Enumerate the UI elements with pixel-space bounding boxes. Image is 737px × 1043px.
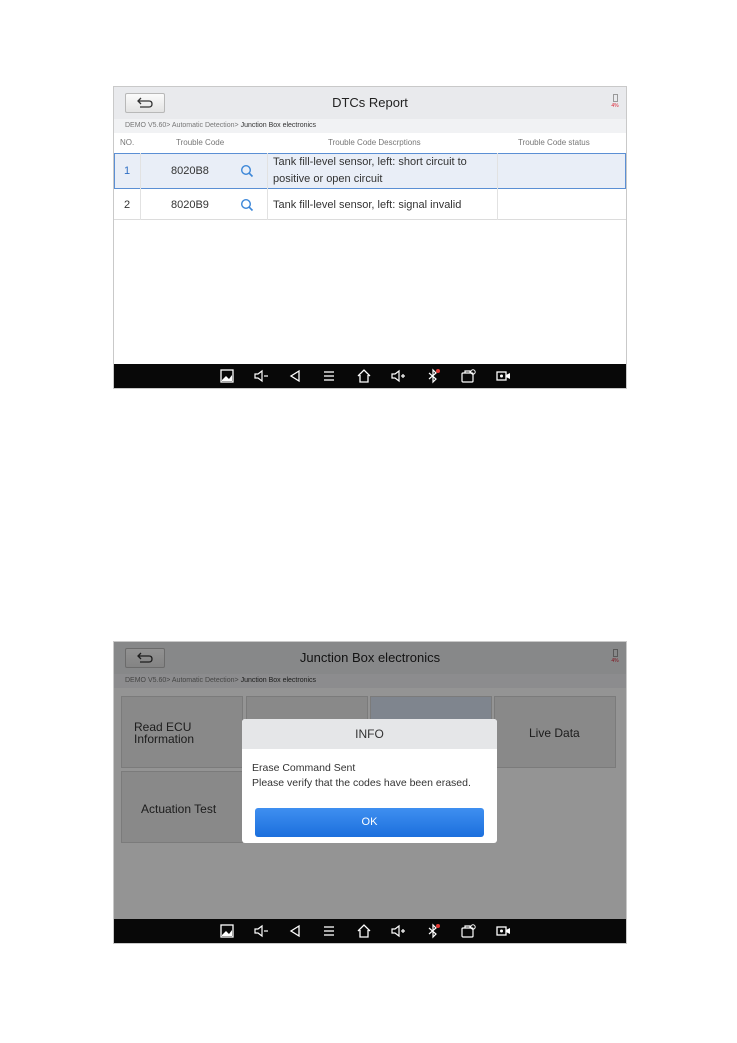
volume-up-icon[interactable]: [390, 368, 406, 384]
screen-record-icon[interactable]: [495, 923, 511, 939]
volume-down-icon[interactable]: [253, 368, 269, 384]
breadcrumb-path: DEMO V5.60> Automatic Detection>: [125, 677, 241, 684]
search-icon[interactable]: [240, 164, 254, 178]
junction-box-screen: [113, 641, 627, 944]
screenshot-icon[interactable]: [219, 923, 235, 939]
info-dialog: [242, 719, 497, 843]
col-status: Trouble Code status: [518, 138, 590, 147]
trouble-code: 8020B8: [171, 165, 209, 177]
menu-icon[interactable]: [321, 368, 337, 384]
battery-level: 4%: [611, 658, 619, 664]
tile-label: Read ECU Information: [134, 720, 195, 746]
row-number: 1: [124, 165, 131, 177]
back-icon[interactable]: [287, 368, 303, 384]
tile-label: Live Data: [529, 726, 580, 740]
bluetooth-icon[interactable]: [425, 923, 441, 939]
row-number: 2: [124, 199, 131, 211]
breadcrumb-current: Junction Box electronics: [240, 122, 317, 129]
volume-up-icon[interactable]: [390, 923, 406, 939]
tile-label: Actuation Test: [141, 802, 217, 816]
description-line: Tank fill-level sensor, left: signal invalid: [273, 199, 462, 211]
column-divider: [140, 153, 141, 220]
screen-record-icon[interactable]: [495, 368, 511, 384]
description-line: positive or open circuit: [273, 173, 383, 185]
dialog-title: INFO: [242, 719, 497, 749]
back-icon[interactable]: [287, 923, 303, 939]
android-navbar: [114, 364, 626, 388]
menu-icon[interactable]: [321, 923, 337, 939]
breadcrumb-current: Junction Box electronics: [240, 677, 317, 684]
table-header: [114, 134, 626, 152]
vci-icon[interactable]: [460, 923, 476, 939]
column-divider: [267, 153, 268, 220]
search-icon[interactable]: [240, 198, 254, 212]
col-description: Trouble Code Descrptions: [328, 138, 421, 147]
bluetooth-icon[interactable]: [425, 368, 441, 384]
col-no: NO.: [120, 138, 135, 147]
description-line: Tank fill-level sensor, left: short circuit to: [273, 156, 467, 168]
table-row[interactable]: [114, 153, 626, 189]
dialog-message: [252, 761, 471, 791]
page-title: Junction Box electronics: [299, 650, 441, 665]
android-navbar: [114, 919, 626, 943]
col-trouble-code: Trouble Code: [176, 138, 225, 147]
column-divider: [497, 153, 498, 220]
trouble-code: 8020B9: [171, 199, 209, 211]
battery-level: 4%: [611, 103, 619, 109]
vci-icon[interactable]: [460, 368, 476, 384]
home-icon[interactable]: [356, 923, 372, 939]
screenshot-icon[interactable]: [219, 368, 235, 384]
breadcrumb-path: DEMO V5.60> Automatic Detection>: [125, 122, 241, 129]
header-bar: [114, 87, 626, 119]
battery-icon: [610, 94, 620, 114]
home-icon[interactable]: [356, 368, 372, 384]
table-row[interactable]: [114, 190, 626, 220]
ok-button[interactable]: OK: [255, 808, 484, 837]
page-title: DTCs Report: [332, 95, 408, 110]
breadcrumb: [114, 119, 626, 133]
dtc-report-screen: [113, 86, 627, 389]
volume-down-icon[interactable]: [253, 923, 269, 939]
dialog-message-line: Erase Command Sent: [252, 762, 356, 774]
dialog-message-line: Please verify that the codes have been erased.: [252, 777, 471, 789]
